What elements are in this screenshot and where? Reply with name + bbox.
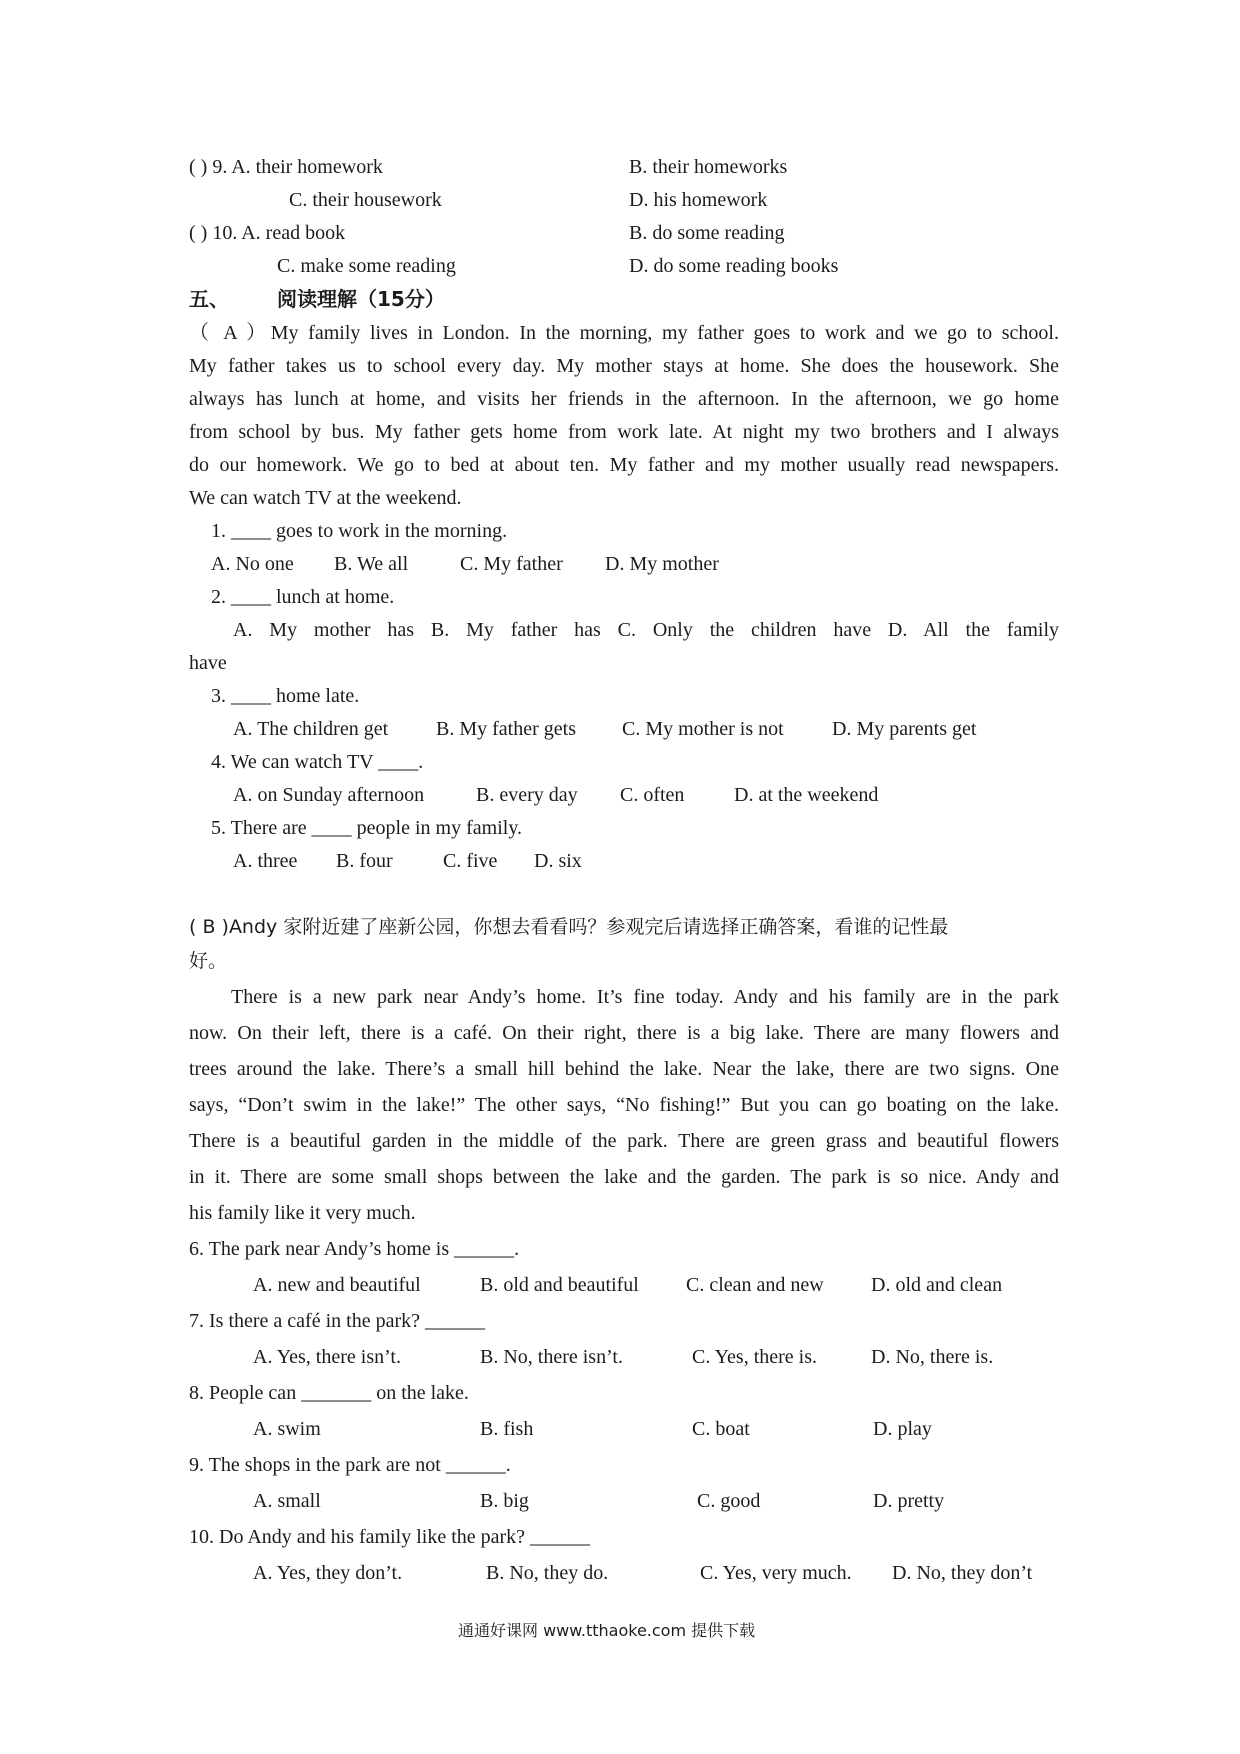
b-q10-option-a: A. Yes, they don’t. [253, 1562, 403, 1584]
a-q5-option-a: A. three [233, 850, 298, 872]
a-q5-option-d: D. six [534, 850, 582, 872]
b-q8-option-c: C. boat [692, 1418, 750, 1440]
passage-b-intro: ( B )Andy 家附近建了座新公园，你想去看看吗？参观完后请选择正确答案，看谁的记性最 [189, 916, 949, 938]
passage-a-line: do our homework. We go to bed at about ten. My father and my mother usually read newspapers. [189, 454, 1059, 476]
passage-b-line: in it. There are some small shops between the lake and the garden. The park is so nice. Andy and [189, 1166, 1059, 1188]
a-q5-stem: 5. There are ____ people in my family. [211, 817, 523, 839]
b-q8-option-a: A. swim [253, 1418, 321, 1440]
b-q7-option-b: B. No, there isn’t. [480, 1346, 623, 1368]
a-q1-option-a: A. No one [211, 553, 294, 575]
b-q6-stem: 6. The park near Andy’s home is ______. [189, 1238, 520, 1260]
passage-a-line: We can watch TV at the weekend. [189, 487, 462, 509]
passage-b-line: now. On their left, there is a café. On their right, there is a big lake. There are many flowers and [189, 1022, 1059, 1044]
prev-q9-option-b: B. their homeworks [629, 156, 788, 178]
a-q3-option-b: B. My father gets [436, 718, 576, 740]
b-q7-stem: 7. Is there a café in the park? ______ [189, 1310, 485, 1332]
footer-credit: 通通好课网 www.tthaoke.com 提供下载 [458, 1621, 756, 1640]
a-q1-option-b: B. We all [334, 553, 409, 575]
a-q3-option-a: A. The children get [233, 718, 389, 740]
a-q4-option-d: D. at the weekend [734, 784, 879, 806]
b-q8-option-d: D. play [873, 1418, 932, 1440]
passage-a-line: from school by bus. My father gets home from work late. At night my two brothers and I always [189, 421, 1059, 443]
a-q1-option-c: C. My father [460, 553, 563, 575]
b-q9-option-a: A. small [253, 1490, 321, 1512]
b-q7-option-c: C. Yes, there is. [692, 1346, 818, 1368]
b-q6-option-a: A. new and beautiful [253, 1274, 421, 1296]
a-q5-option-c: C. five [443, 850, 498, 872]
passage-a-line: （ A ）My family lives in London. In the morning, my father goes to work and we go to school. [189, 322, 1059, 344]
b-q7-option-a: A. Yes, there isn’t. [253, 1346, 401, 1368]
b-q9-option-c: C. good [697, 1490, 761, 1512]
a-q4-option-c: C. often [620, 784, 685, 806]
prev-q9-option-d: D. his homework [629, 189, 768, 211]
passage-a-line: My father takes us to school every day. My mother stays at home. She does the housework. She [189, 355, 1059, 377]
section-number: 五、 [189, 287, 229, 311]
prev-q10-option-b: B. do some reading [629, 222, 785, 244]
prev-q9-stem: ( ) 9. A. their homework [189, 156, 383, 178]
b-q10-stem: 10. Do Andy and his family like the park? ______ [189, 1526, 591, 1548]
b-q10-option-d: D. No, they don’t [892, 1562, 1033, 1584]
passage-a-line: always has lunch at home, and visits her friends in the afternoon. In the afternoon, we go home [189, 388, 1059, 410]
passage-b-line: There is a beautiful garden in the middle of the park. There are green grass and beautiful flowers [189, 1130, 1059, 1152]
b-q8-option-b: B. fish [480, 1418, 534, 1440]
a-q1-stem: 1. ____ goes to work in the morning. [211, 520, 508, 542]
passage-b-line: his family like it very much. [189, 1202, 416, 1224]
a-q3-option-d: D. My parents get [832, 718, 977, 740]
a-q3-option-c: C. My mother is not [622, 718, 784, 740]
a-q5-option-b: B. four [336, 850, 393, 872]
a-q2-stem: 2. ____ lunch at home. [211, 586, 395, 608]
b-q7-option-d: D. No, there is. [871, 1346, 994, 1368]
b-q9-stem: 9. The shops in the park are not ______. [189, 1454, 511, 1476]
passage-b-line: There is a new park near Andy’s home. It’s fine today. Andy and his family are in the park [231, 986, 1059, 1008]
prev-q10-option-d: D. do some reading books [629, 255, 839, 277]
b-q6-option-b: B. old and beautiful [480, 1274, 639, 1296]
prev-q9-option-c: C. their housework [289, 189, 442, 211]
prev-q10-option-c: C. make some reading [277, 255, 456, 277]
passage-b-line: trees around the lake. There’s a small hill behind the lake. Near the lake, there are two signs. One [189, 1058, 1059, 1080]
b-q9-option-d: D. pretty [873, 1490, 945, 1512]
passage-b-intro-cont: 好。 [189, 950, 228, 972]
a-q4-option-b: B. every day [476, 784, 578, 806]
a-q3-stem: 3. ____ home late. [211, 685, 360, 707]
b-q9-option-b: B. big [480, 1490, 529, 1512]
a-q2-options-cont: have [189, 652, 227, 674]
a-q1-option-d: D. My mother [605, 553, 719, 575]
b-q6-option-d: D. old and clean [871, 1274, 1003, 1296]
b-q10-option-b: B. No, they do. [486, 1562, 609, 1584]
prev-q10-stem: ( ) 10. A. read book [189, 222, 346, 244]
section-title: 阅读理解（15分） [277, 287, 445, 311]
a-q4-stem: 4. We can watch TV ____. [211, 751, 424, 773]
a-q2-options: A. My mother has B. My father has C. Only the children have D. All the family [233, 619, 1059, 641]
b-q8-stem: 8. People can _______ on the lake. [189, 1382, 469, 1404]
b-q6-option-c: C. clean and new [686, 1274, 824, 1296]
passage-b-line: says, “Don’t swim in the lake!” The other says, “No fishing!” But you can go boating on the lake. [189, 1094, 1059, 1116]
a-q4-option-a: A. on Sunday afternoon [233, 784, 425, 806]
b-q10-option-c: C. Yes, very much. [700, 1562, 852, 1584]
